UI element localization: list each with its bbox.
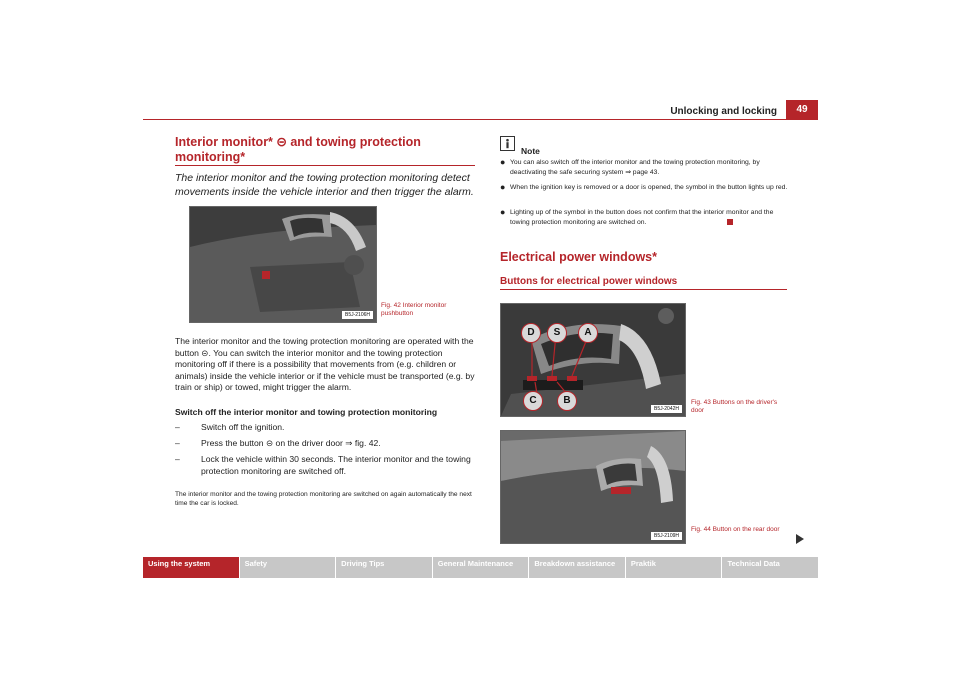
note-bullet-1: ● You can also switch off the interior monitor and the towing protection monitoring, by deactivating the safe securing system ⇒ page 43.	[500, 157, 760, 176]
figure-43-caption: Fig. 43 Buttons on the driver's door	[691, 399, 778, 414]
section2-title: Electrical power windows*	[500, 250, 657, 264]
figure-42-caption: Fig. 42 Interior monitor pushbutton	[381, 302, 447, 317]
nav-tab-driving-tips[interactable]: Driving Tips	[336, 557, 432, 578]
figure-43-label-d: D	[521, 323, 541, 343]
rear-door-button-illustration	[501, 431, 685, 543]
step-3: – Lock the vehicle within 30 seconds. The interior monitor and the towing protection monitoring are switched off.	[175, 454, 471, 476]
note-bullet-2: ● When the ignition key is removed or a door is opened, the symbol in the button lights up red.	[500, 182, 788, 192]
nav-tab-safety[interactable]: Safety	[240, 557, 336, 578]
nav-tab-technical-data[interactable]: Technical Data	[722, 557, 818, 578]
step-1: – Switch off the ignition.	[175, 422, 285, 432]
footnote: The interior monitor and the towing protection monitoring are switched on again automatically the next time the car is locked.	[175, 491, 472, 507]
section-intro: The interior monitor and the towing protection monitoring detect movements inside the vehicle interior and then trigger the alarm.	[175, 172, 474, 198]
running-header: Unlocking and locking	[670, 106, 777, 117]
figure-44-code: B5J-2109H	[651, 532, 682, 540]
header-rule	[143, 119, 818, 120]
section-title: Interior monitor* ⊝ and towing protection monitoring*	[175, 135, 421, 164]
info-icon	[500, 136, 515, 151]
body-subheading: Switch off the interior monitor and towing protection monitoring	[175, 407, 438, 417]
figure-43-label-c: C	[523, 391, 543, 411]
nav-tab-using-the-system[interactable]: Using the system	[143, 557, 239, 578]
body-paragraph: The interior monitor and the towing protection monitoring are operated with the button ⊝. You can switch the interior monitor and the towing protection monitoring off if there is a possibility that movements from (e.g. children or animals) inside the vehicle interior or if the vehicle must be transported (e.g. by train or ship) or towed, might trigger the alarm.	[175, 336, 475, 393]
section2-subtitle: Buttons for electrical power windows	[500, 276, 678, 287]
subtitle-rule	[500, 289, 787, 290]
figure-42-image	[189, 206, 377, 323]
nav-tab-breakdown-assistance[interactable]: Breakdown assistance	[529, 557, 625, 578]
figure-43-code: B5J-2042H	[651, 405, 682, 413]
note-bullet-3: ● Lighting up of the symbol in the button does not confirm that the interior monitor and the towing protection monitoring are switched on.	[500, 207, 774, 226]
step-2: – Press the button ⊝ on the driver door ⇒ fig. 42.	[175, 438, 381, 448]
nav-tab-general-maintenance[interactable]: General Maintenance	[433, 557, 529, 578]
door-panel-illustration	[190, 207, 376, 322]
end-marker-icon	[727, 219, 733, 225]
nav-tab-praktik[interactable]: Praktik	[626, 557, 722, 578]
figure-43-label-b: B	[557, 391, 577, 411]
figure-43-label-s: S	[547, 323, 567, 343]
figure-44-image	[500, 430, 686, 544]
figure-43-image	[500, 303, 686, 417]
section-rule	[175, 165, 475, 166]
figure-43-label-a: A	[578, 323, 598, 343]
page-number: 49	[786, 100, 818, 119]
figure-42-code: B5J-2106H	[342, 311, 373, 319]
note-heading: Note	[521, 146, 540, 156]
bottom-nav	[143, 557, 818, 578]
next-page-arrow-icon[interactable]	[796, 534, 804, 544]
figure-44-caption: Fig. 44 Button on the rear door	[691, 526, 780, 533]
